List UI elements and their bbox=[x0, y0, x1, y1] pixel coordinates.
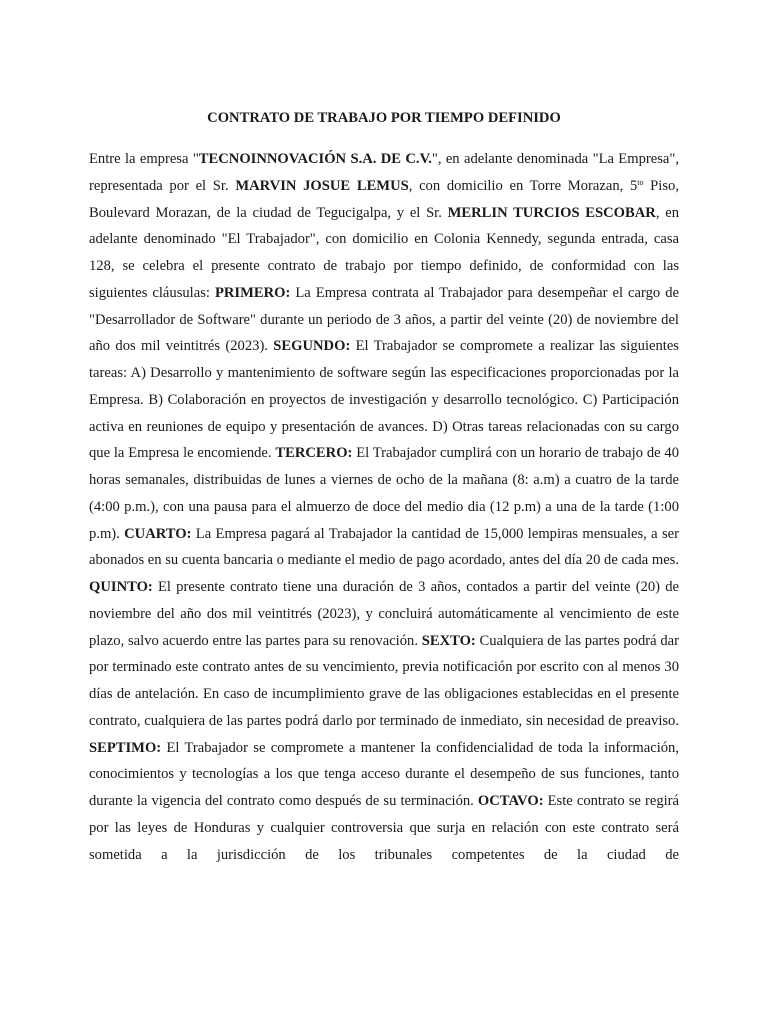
clause-text-quinto: El presente contrato tiene una duración de 3 años, contados a partir del veinte (20) de noviembre del año dos mil veintitrés (2023), y concluirá automáticamente al vencimiento de este plazo, salvo acuerdo entre las partes para su renovación. bbox=[89, 579, 679, 649]
clause-text-primero: La Empresa contrata al Trabajador para desempeñar el cargo de "Desarrollador de Software" durante un periodo de 3 años, a partir del veinte (20) de noviembre del año dos mil veintitrés (2023). bbox=[89, 284, 679, 355]
clause-heading-octavo: OCTAVO: bbox=[477, 793, 544, 809]
clause-text-septimo: El Trabajador se compromete a mantener la confidencialidad de toda la información, conocimientos y tecnologías a los que tenga acceso durante el desempeño de sus funciones, tanto durante la vigencia del contrato como después de su terminación. bbox=[89, 739, 679, 809]
intro-text: Piso, Boulevard Morazan, de la ciudad de Tegucigalpa, y el Sr. bbox=[89, 177, 679, 221]
intro-text: , en adelante denominado "El Trabajador", con domicilio en Colonia Kennedy, segunda entrada, casa 128, se celebra el presente contrato de trabajo por tiempo definido, de conformidad con las siguientes cláusulas: bbox=[89, 204, 679, 301]
clause-heading-cuarto: CUARTO: bbox=[124, 525, 192, 542]
clause-heading-segundo: SEGUNDO: bbox=[273, 338, 351, 355]
intro-text: ", en adelante denominada "La Empresa", representada por el Sr. bbox=[89, 151, 679, 194]
worker-name: MERLIN TURCIOS ESCOBAR bbox=[447, 204, 656, 221]
clause-text-tercero: El Trabajador cumplirá con un horario de trabajo de 40 horas semanales, distribuidas de lunes a viernes de ocho de la mañana (8: a.m) a cuatro de la tarde (4:00 p.m.), con una pausa para el almuerzo de doce del medio dia (12 p.m) a una de la tarde (1:00 p.m). bbox=[89, 445, 679, 542]
clause-heading-quinto: QUINTO: bbox=[89, 579, 153, 595]
clause-heading-septimo: SEPTIMO: bbox=[89, 739, 162, 756]
clause-heading-sexto: SEXTO: bbox=[421, 632, 476, 649]
company-name: TECNOINNOVACIÓN S.A. DE C.V. bbox=[198, 151, 432, 167]
clause-text-sexto: Cualquiera de las partes podrá dar por terminado este contrato antes de su vencimiento, previa notificación por escrito con al menos 30 días de antelación. En caso de incumplimiento grave de las obligaciones establecidas en el presente contrato, cualquiera de las partes podrá darlo por terminado de inmediato, sin necesidad de preaviso. bbox=[89, 632, 679, 729]
clause-heading-primero: PRIMERO: bbox=[214, 284, 291, 301]
clause-text-segundo: El Trabajador se compromete a realizar las siguientes tareas: A) Desarrollo y mantenimiento de software según las especificaciones proporcionadas por la Empresa. B) Colaboración en proyectos de investigación y desarrollo tecnológico. C) Participación activa en reuniones de equipo y presentación de avances. D) Otras tareas relacionadas con su cargo que la Empresa le encomiende. bbox=[89, 338, 679, 462]
contract-body bbox=[89, 146, 679, 868]
floor-ordinal: to bbox=[637, 177, 644, 187]
clause-text-octavo: Este contrato se regirá por las leyes de Honduras y cualquier controversia que surja en relación con este contrato será sometida a la jurisdicción de los tribunales competentes de la ciudad de bbox=[89, 793, 680, 863]
clause-text-cuarto: La Empresa pagará al Trabajador la cantidad de 15,000 lempiras mensuales, a ser abonados en su cuenta bancaria o mediante el medio de pago acordado, antes del día 20 de cada mes. bbox=[89, 525, 679, 569]
intro-text: Entre la empresa " bbox=[89, 151, 199, 167]
intro-text: , con domicilio en Torre Morazan, 5 bbox=[408, 177, 638, 194]
contract-title: CONTRATO DE TRABAJO POR TIEMPO DEFINIDO bbox=[207, 110, 561, 126]
representative-name: MARVIN JOSUE LEMUS bbox=[235, 177, 409, 194]
clause-heading-tercero: TERCERO: bbox=[275, 445, 353, 462]
